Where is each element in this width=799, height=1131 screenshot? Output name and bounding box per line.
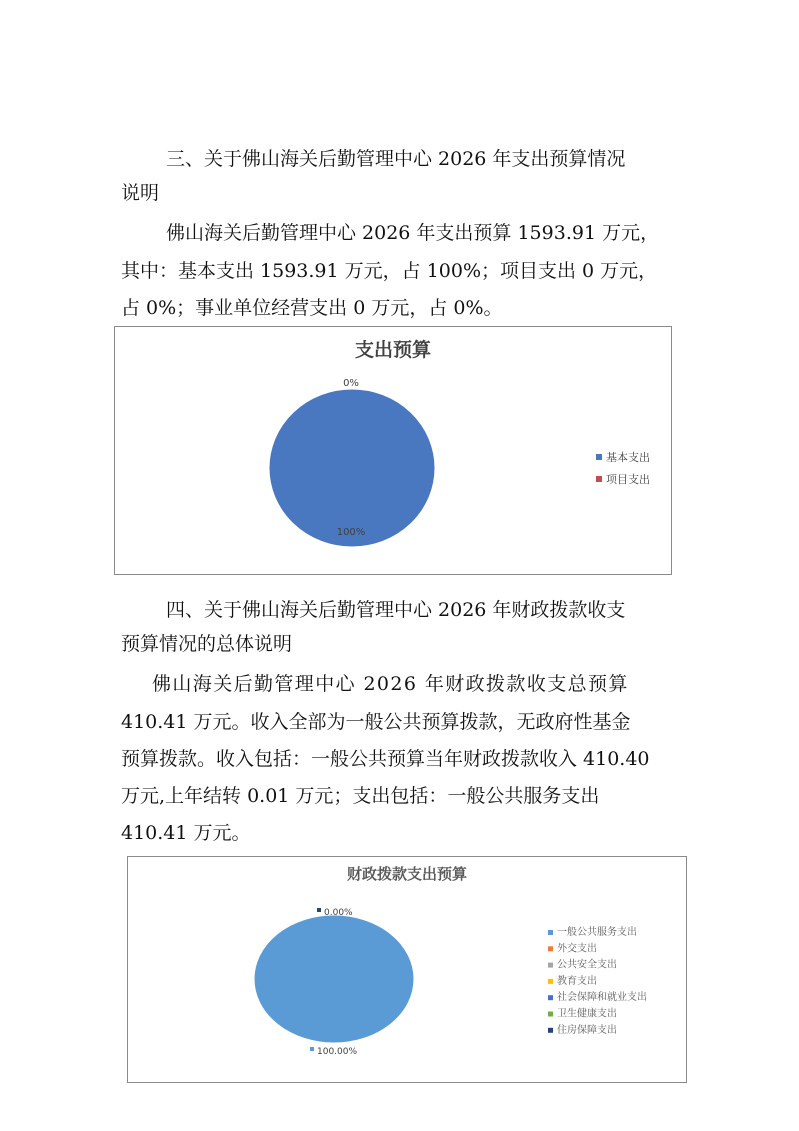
section3-body-line2: 其中：基本支出 1593.91 万元，占 100%；项目支出 0 万元， [121, 260, 658, 282]
chart2-legend-swatch-2 [548, 963, 553, 968]
chart1-legend-swatch-project [596, 476, 602, 482]
chart2-legend-item-3: 教育支出 [557, 975, 597, 987]
chart2-legend [548, 925, 647, 1036]
chart2-legend-item-1: 外交支出 [557, 943, 597, 955]
section3-heading-line1: 三、关于佛山海关后勤管理中心 2026 年支出预算情况 [166, 148, 626, 170]
section3-heading-line2: 说明 [121, 182, 160, 204]
section3-body-line1: 佛山海关后勤管理中心 2026 年支出预算 1593.91 万元， [166, 222, 660, 244]
chart2-legend-item-5: 卫生健康支出 [557, 1008, 617, 1020]
chart2-legend-item-4: 社会保障和就业支出 [557, 992, 647, 1004]
section4-heading-line2: 预算情况的总体说明 [121, 633, 293, 655]
chart1-legend-swatch-basic [596, 454, 602, 460]
chart2-label-marker-top [317, 908, 321, 912]
section4-body-line2: 410.41 万元。收入全部为一般公共预算拨款，无政府性基金 [121, 711, 631, 733]
chart2-legend-item-2: 公共安全支出 [557, 959, 617, 971]
chart1-legend-basic: 基本支出 [606, 451, 650, 464]
chart2-label-diplomacy: 0.00% [324, 908, 353, 918]
chart1-slice-0 [269, 389, 435, 547]
chart2-slice-0 [254, 915, 414, 1043]
chart1-title: 支出预算 [354, 339, 432, 361]
expenditure-budget-pie-svg [115, 327, 671, 574]
chart1-legend-project: 项目支出 [606, 473, 650, 486]
section4-heading-line1: 四、关于佛山海关后勤管理中心 2026 年财政拨款收支 [166, 599, 626, 621]
chart2-legend-swatch-5 [548, 1012, 553, 1017]
chart2-label-general: 100.00% [317, 1047, 358, 1057]
section4-body-line1: 佛山海关后勤管理中心 2026 年财政拨款收支总预算 [152, 673, 629, 695]
fiscal-appropriation-pie-svg [128, 857, 686, 1082]
chart1-legend [596, 450, 650, 486]
expenditure-budget-chart [114, 326, 672, 575]
chart1-label-basic: 100% [336, 527, 366, 538]
chart2-legend-swatch-0 [548, 930, 553, 935]
fiscal-appropriation-chart [127, 856, 687, 1083]
chart2-legend-swatch-6 [548, 1028, 553, 1033]
chart2-legend-swatch-1 [548, 946, 553, 951]
section4-body-line3: 预算拨款。收入包括：一般公共预算当年财政拨款收入 410.40 [121, 748, 650, 770]
section4-body-line4: 万元,上年结转 0.01 万元；支出包括：一般公共服务支出 [121, 785, 600, 807]
chart2-legend-swatch-4 [548, 995, 553, 1000]
chart2-legend-swatch-3 [548, 979, 553, 984]
chart2-legend-item-0: 一般公共服务支出 [557, 927, 637, 938]
chart2-label-marker-bottom [310, 1047, 314, 1051]
chart1-label-project: 0% [343, 378, 359, 389]
chart2-title: 财政拨款支出预算 [346, 865, 468, 883]
section4-body-line5: 410.41 万元。 [121, 822, 251, 844]
chart2-legend-item-6: 住房保障支出 [557, 1024, 617, 1036]
section3-body-line3: 占 0%；事业单位经营支出 0 万元，占 0%。 [121, 297, 503, 319]
